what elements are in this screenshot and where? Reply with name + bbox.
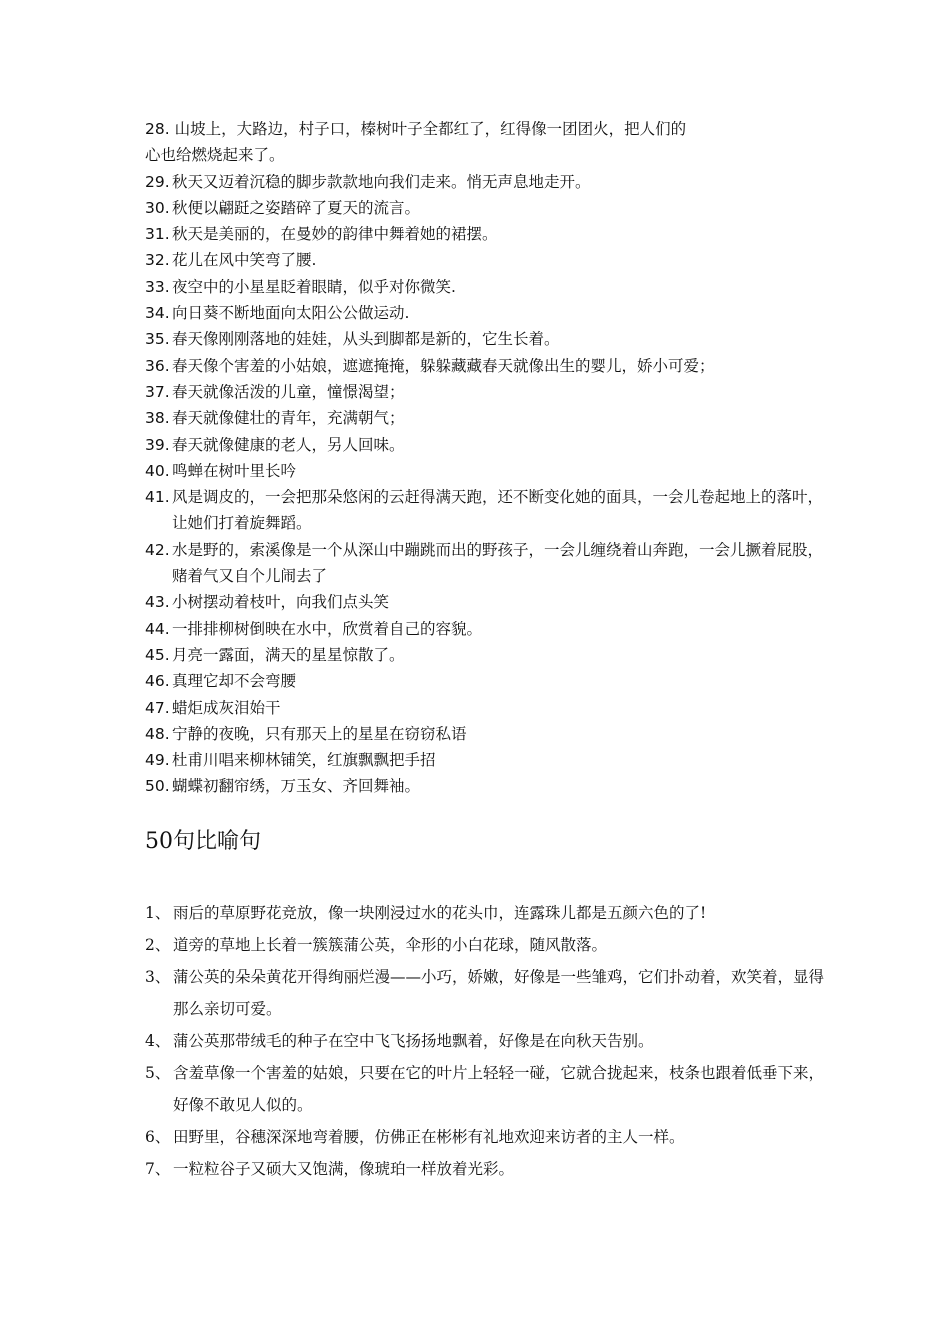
list-item	[145, 721, 825, 747]
list-item	[145, 1153, 825, 1185]
list-item	[145, 616, 825, 642]
list-item-number: 4、	[145, 1032, 171, 1050]
list-item	[145, 458, 825, 484]
list-item-text: 鸣蝉在树叶里长吟	[172, 461, 297, 480]
list-item-number: 28.	[145, 120, 170, 138]
list-item-text: 雨后的草原野花竞放，像一块刚浸过水的花头巾，连露珠儿都是五颜六色的了!	[173, 904, 707, 922]
list-item-text: 秋天又迈着沉稳的脚步款款地向我们走来。悄无声息地走开。	[172, 172, 591, 191]
list-item-text: 春天像刚刚落地的娃娃，从头到脚都是新的，它生长着。	[172, 330, 560, 349]
list-item-number: 36.	[145, 356, 170, 375]
list-item-number: 35.	[145, 330, 170, 349]
list-item	[145, 300, 825, 326]
list-item-number: 31.	[145, 225, 170, 244]
list-item-text: 宁静的夜晚，只有那天上的星星在窃窃私语	[172, 724, 467, 743]
list-item	[145, 484, 825, 537]
list-item	[145, 379, 825, 405]
list-item-continuation: 心也给燃烧起来了。	[145, 146, 285, 165]
list-item-text: 春天就像活泼的儿童，憧憬渴望；	[172, 382, 405, 401]
list-item-text: 蝴蝶初翻帘绣，万玉女、齐回舞袖。	[172, 777, 421, 796]
list-item-text: 含羞草像一个害羞的姑娘，只要在它的叶片上轻轻一碰，它就合拢起来，枝条也跟着低垂下来，好像不敢见人似的。	[173, 1064, 825, 1114]
list-item-number: 50.	[145, 777, 170, 796]
list-item-text: 蒲公英的朵朵黄花开得绚丽烂漫——小巧，娇嫩，好像是一些雏鸡，它们扑动着，欢笑着，显得那么亲切可爱。	[173, 968, 825, 1018]
list-item	[145, 897, 825, 929]
list-item-number: 33.	[145, 277, 170, 296]
list-item-number: 6、	[145, 1128, 171, 1146]
list-item-number: 49.	[145, 751, 170, 770]
list-item-number: 42.	[145, 540, 170, 559]
list-item	[145, 961, 825, 1025]
list-item	[145, 747, 825, 773]
list-item	[145, 432, 825, 458]
list-item-text: 蜡炬成灰泪始干	[172, 698, 281, 717]
list-item-text: 真理它却不会弯腰	[172, 672, 297, 691]
list-item-number: 46.	[145, 672, 170, 691]
list-item-number: 45.	[145, 645, 170, 664]
list-item	[145, 668, 825, 694]
list-item-number: 7、	[145, 1160, 171, 1178]
list-item-number: 3、	[145, 968, 171, 986]
list-item	[145, 247, 825, 273]
list-item-number: 30.	[145, 198, 170, 217]
list-item-number: 38.	[145, 409, 170, 428]
list-item-number: 47.	[145, 698, 170, 717]
list-item-text: 春天就像健壮的青年，充满朝气；	[172, 409, 405, 428]
list-item-text: 水是野的，索溪像是一个从深山中蹦跳而出的野孩子，一会儿缠绕着山奔跑，一会儿撅着屁股，赌着气又自个儿闹去了	[172, 540, 824, 586]
list-item	[145, 773, 825, 799]
list-item-text: 山坡上，大路边，村子口，榛树叶子全都红了，红得像一团团火，把人们的	[169, 120, 687, 138]
list-item	[145, 1025, 825, 1057]
list-item-text: 田野里，谷穗深深地弯着腰，仿佛正在彬彬有礼地欢迎来访者的主人一样。	[173, 1128, 685, 1146]
list-item-number: 44.	[145, 619, 170, 638]
list-item-text: 一粒粒谷子又硕大又饱满，像琥珀一样放着光彩。	[173, 1160, 515, 1178]
list-item-text: 夜空中的小星星眨着眼睛，似乎对你微笑.	[172, 277, 456, 296]
list-item-number: 1、	[145, 904, 171, 922]
list-item	[145, 642, 825, 668]
list-item-number: 32.	[145, 251, 170, 270]
list-item-line	[145, 116, 825, 142]
list-item	[145, 169, 825, 195]
list-item	[145, 221, 825, 247]
list-item-number: 48.	[145, 724, 170, 743]
list-item-number: 40.	[145, 461, 170, 480]
list-item-text: 杜甫川唱来柳林铺笑，红旗飘飘把手招	[172, 751, 436, 770]
list-item-text: 秋天是美丽的，在曼妙的韵律中舞着她的裙摆。	[172, 225, 498, 244]
list-item	[145, 116, 825, 169]
list-item	[145, 695, 825, 721]
list-item	[145, 274, 825, 300]
list-item	[145, 537, 825, 590]
metaphor-list-upper	[145, 116, 825, 800]
metaphor-list-lower	[145, 897, 825, 1185]
list-item-number: 41.	[145, 488, 170, 507]
list-item-number: 29.	[145, 172, 170, 191]
list-item-number: 2、	[145, 936, 171, 954]
list-item-number: 34.	[145, 304, 170, 323]
list-item-text: 小树摆动着枝叶，向我们点头笑	[172, 593, 390, 612]
section-title: 50句比喻句	[145, 829, 261, 854]
list-item-number: 39.	[145, 435, 170, 454]
list-item-text: 春天像个害羞的小姑娘，遮遮掩掩，躲躲藏藏春天就像出生的婴儿，娇小可爱；	[172, 356, 715, 375]
list-item-text: 春天就像健康的老人，另人回味。	[172, 435, 405, 454]
list-item	[145, 405, 825, 431]
list-item	[145, 1057, 825, 1121]
list-item	[145, 1121, 825, 1153]
list-item	[145, 195, 825, 221]
list-item-text: 蒲公英那带绒毛的种子在空中飞飞扬扬地飘着，好像是在向秋天告别。	[173, 1032, 654, 1050]
list-item	[145, 353, 825, 379]
list-item-text: 风是调皮的，一会把那朵悠闲的云赶得满天跑，还不断变化她的面具，一会儿卷起地上的落叶，让她们打着旋舞蹈。	[172, 488, 824, 533]
list-item	[145, 326, 825, 352]
list-item-text: 秋便以翩跹之姿踏碎了夏天的流言。	[172, 198, 421, 217]
list-item-text: 月亮一露面，满天的星星惊散了。	[172, 645, 405, 664]
list-item-number: 37.	[145, 382, 170, 401]
list-item-number: 43.	[145, 593, 170, 612]
list-item-text: 花儿在风中笑弯了腰.	[172, 251, 317, 270]
list-item	[145, 589, 825, 615]
list-item-number: 5、	[145, 1064, 171, 1082]
list-item-text: 向日葵不断地面向太阳公公做运动.	[172, 304, 410, 323]
list-item-text: 一排排柳树倒映在水中，欣赏着自己的容貌。	[172, 619, 483, 638]
list-item	[145, 929, 825, 961]
list-item-text: 道旁的草地上长着一簇簇蒲公英，伞形的小白花球，随风散落。	[173, 936, 608, 954]
